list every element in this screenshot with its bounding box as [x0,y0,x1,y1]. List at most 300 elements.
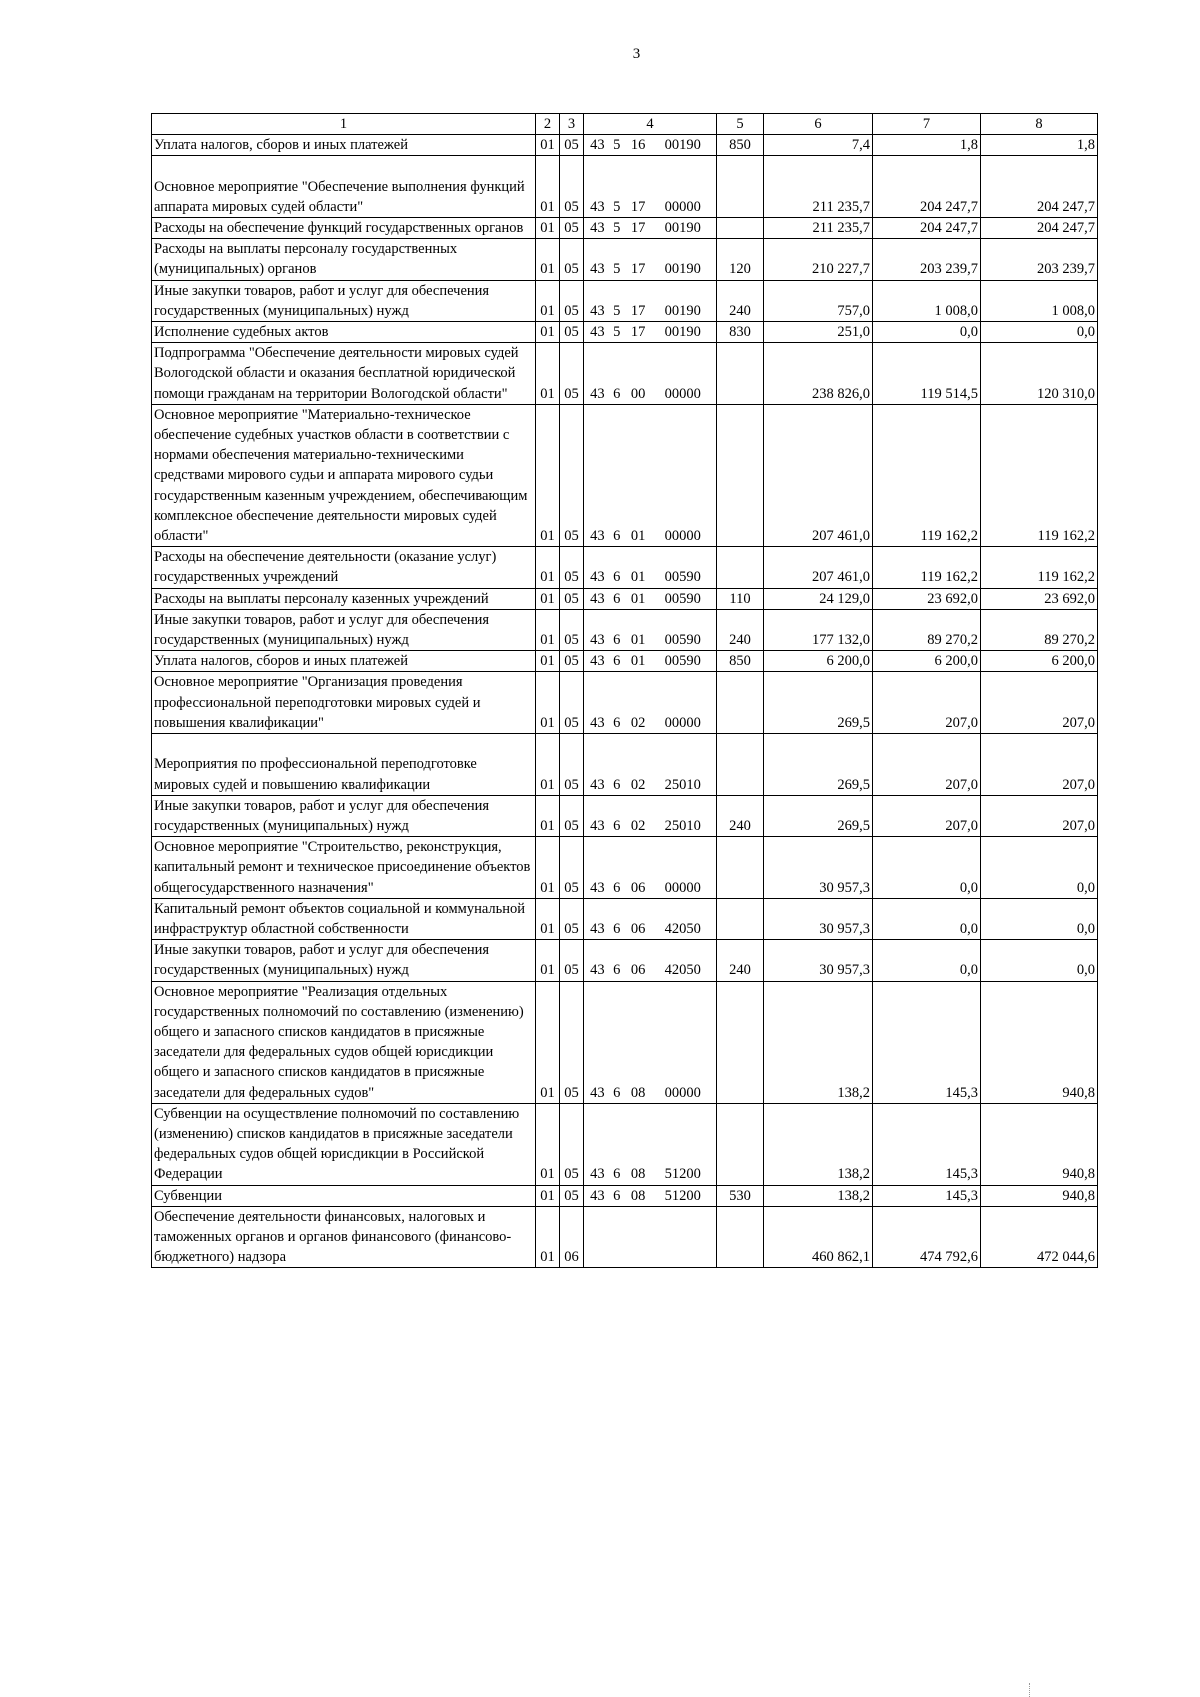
target-article-parts [586,301,714,321]
row-section-code: 01 [536,651,560,672]
target-article-p4: 00190 [664,220,701,237]
row-expense-type [717,1206,764,1268]
row-section-code: 01 [536,588,560,609]
row-amount-year-2: 0,0 [873,898,981,939]
row-subsection-code: 06 [560,1206,584,1268]
target-article-p2: 6 [613,714,621,731]
row-amount-year-3: 0,0 [981,837,1098,899]
row-target-article [584,898,717,939]
header-cell-4: 4 [584,114,717,135]
target-article-p3: 17 [630,220,646,237]
target-article-p4: 00590 [664,569,701,586]
row-section-code: 01 [536,795,560,836]
row-amount-year-3: 203 239,7 [981,239,1098,280]
target-article-p4: 00000 [664,714,701,731]
row-amount-year-2: 119 162,2 [873,404,981,546]
row-subsection-code: 05 [560,588,584,609]
row-amount-year-2: 207,0 [873,672,981,734]
row-target-article [584,981,717,1103]
target-article-p3: 01 [630,528,646,545]
row-section-code: 01 [536,404,560,546]
target-article-p4: 42050 [664,920,701,937]
row-section-code: 01 [536,940,560,981]
row-amount-year-1: 7,4 [764,135,873,156]
target-article-p4: 00190 [664,261,701,278]
row-amount-year-2: 1,8 [873,135,981,156]
row-expense-type: 110 [717,588,764,609]
table-row [152,1185,1098,1206]
table-row [152,734,1098,796]
row-amount-year-1: 138,2 [764,1103,873,1185]
table-row [152,239,1098,280]
row-expense-type [717,1103,764,1185]
target-article-p3: 17 [630,324,646,341]
table-row [152,940,1098,981]
row-amount-year-3: 119 162,2 [981,547,1098,588]
row-section-code: 01 [536,1103,560,1185]
row-subsection-code: 05 [560,239,584,280]
row-name: Субвенции на осуществление полномочий по составлению (изменению) списков кандидатов в присяжные заседатели федеральных судов общей юрисдикции в Российской Федерации [152,1103,536,1185]
row-name: Иные закупки товаров, работ и услуг для обеспечения государственных (муниципальных) нужд [152,940,536,981]
row-subsection-code: 05 [560,135,584,156]
header-cell-6: 6 [764,114,873,135]
target-article-p4: 51200 [664,1187,701,1204]
row-amount-year-3: 119 162,2 [981,404,1098,546]
row-subsection-code: 05 [560,404,584,546]
row-target-article [584,672,717,734]
target-article-p3: 01 [630,653,646,670]
row-amount-year-1: 207 461,0 [764,404,873,546]
row-name: Основное мероприятие "Обеспечение выполнения функций аппарата мировых судей области" [152,156,536,218]
row-subsection-code: 05 [560,280,584,321]
target-article-p1: 43 [590,590,605,607]
row-amount-year-2: 0,0 [873,837,981,899]
target-article-p2: 6 [613,569,621,586]
row-name: Уплата налогов, сборов и иных платежей [152,135,536,156]
row-amount-year-2: 23 692,0 [873,588,981,609]
row-section-code: 01 [536,135,560,156]
row-expense-type [717,547,764,588]
row-section-code: 01 [536,981,560,1103]
table-row [152,156,1098,218]
target-article-p1: 43 [590,653,605,670]
row-expense-type [717,404,764,546]
target-article-p1: 43 [590,302,605,319]
row-name: Субвенции [152,1185,536,1206]
target-article-p4: 00590 [664,590,701,607]
target-article-p3: 16 [630,137,646,154]
row-target-article [584,547,717,588]
row-target-article [584,343,717,405]
row-target-article [584,1185,717,1206]
table-body [152,114,1098,1268]
target-article-p3: 06 [630,920,646,937]
row-target-article [584,1103,717,1185]
target-article-p1: 43 [590,1166,605,1183]
target-article-p2: 5 [613,198,621,215]
target-article-p1: 43 [590,920,605,937]
target-article-p2: 5 [613,137,621,154]
target-article-parts [586,197,714,217]
target-article-p1: 43 [590,137,605,154]
row-amount-year-3: 207,0 [981,672,1098,734]
target-article-p2: 6 [613,962,621,979]
row-amount-year-1: 238 826,0 [764,343,873,405]
row-subsection-code: 05 [560,734,584,796]
target-article-p1: 43 [590,528,605,545]
row-name: Мероприятия по профессиональной переподготовке мировых судей и повышению квалификации [152,734,536,796]
target-article-p2: 5 [613,302,621,319]
row-expense-type [717,343,764,405]
table-row [152,609,1098,650]
target-article-parts [586,919,714,939]
target-article-p1: 43 [590,1084,605,1101]
row-subsection-code: 05 [560,343,584,405]
target-article-p1: 43 [590,198,605,215]
target-article-p3: 01 [630,632,646,649]
target-article-p2: 6 [613,920,621,937]
target-article-parts [586,259,714,279]
row-amount-year-1: 211 235,7 [764,156,873,218]
row-amount-year-3: 940,8 [981,981,1098,1103]
row-expense-type: 850 [717,651,764,672]
row-subsection-code: 05 [560,651,584,672]
row-target-article [584,135,717,156]
target-article-parts [586,816,714,836]
row-expense-type [717,898,764,939]
target-article-p3: 17 [630,302,646,319]
row-expense-type [717,672,764,734]
row-name: Основное мероприятие "Строительство, реконструкция, капитальный ремонт и техническое присоединение объектов общегосударственного назначения" [152,837,536,899]
row-name: Основное мероприятие "Организация проведения профессиональной переподготовки мировых судей и повышения квалификации" [152,672,536,734]
target-article-parts [586,526,714,546]
row-expense-type: 830 [717,322,764,343]
target-article-p4: 00590 [664,653,701,670]
row-amount-year-2: 207,0 [873,734,981,796]
target-article-p1: 43 [590,714,605,731]
target-article-p3: 00 [630,385,646,402]
target-article-p2: 6 [613,590,621,607]
target-article-parts [586,878,714,898]
row-amount-year-2: 119 162,2 [873,547,981,588]
row-name: Расходы на обеспечение деятельности (оказание услуг) государственных учреждений [152,547,536,588]
row-amount-year-3: 204 247,7 [981,156,1098,218]
row-amount-year-1: 269,5 [764,795,873,836]
row-target-article [584,280,717,321]
row-name: Капитальный ремонт объектов социальной и коммунальной инфраструктур областной собственности [152,898,536,939]
target-article-parts [586,713,714,733]
row-subsection-code: 05 [560,1185,584,1206]
row-section-code: 01 [536,1206,560,1268]
row-target-article [584,795,717,836]
row-name: Расходы на выплаты персоналу государственных (муниципальных) органов [152,239,536,280]
target-article-p2: 6 [613,653,621,670]
row-section-code: 01 [536,547,560,588]
row-name: Расходы на обеспечение функций государственных органов [152,218,536,239]
row-amount-year-3: 120 310,0 [981,343,1098,405]
table-row [152,343,1098,405]
target-article-parts [586,630,714,650]
row-section-code: 01 [536,218,560,239]
row-amount-year-1: 269,5 [764,734,873,796]
table-row [152,218,1098,239]
row-amount-year-3: 207,0 [981,795,1098,836]
table-row [152,981,1098,1103]
table-row [152,588,1098,609]
target-article-p3: 06 [630,879,646,896]
row-section-code: 01 [536,837,560,899]
row-amount-year-2: 145,3 [873,981,981,1103]
row-section-code: 01 [536,280,560,321]
table-row [152,1103,1098,1185]
table-row [152,404,1098,546]
target-article-parts [586,589,714,609]
sheet-edge-mark [1029,1683,1110,1697]
row-amount-year-3: 0,0 [981,322,1098,343]
row-expense-type: 240 [717,795,764,836]
target-article-p1: 43 [590,220,605,237]
row-amount-year-1: 30 957,3 [764,837,873,899]
target-article-p4: 00000 [664,528,701,545]
row-amount-year-2: 203 239,7 [873,239,981,280]
row-subsection-code: 05 [560,1103,584,1185]
target-article-p2: 6 [613,1187,621,1204]
target-article-p3: 08 [630,1084,646,1101]
row-amount-year-1: 207 461,0 [764,547,873,588]
target-article-p4: 00000 [664,1084,701,1101]
target-article-p2: 6 [613,879,621,896]
row-amount-year-1: 30 957,3 [764,898,873,939]
header-cell-2: 2 [536,114,560,135]
row-name: Иные закупки товаров, работ и услуг для обеспечения государственных (муниципальных) нужд [152,280,536,321]
page-number: 3 [632,46,641,62]
row-expense-type: 120 [717,239,764,280]
target-article-p3: 08 [630,1187,646,1204]
table-row [152,672,1098,734]
row-amount-year-3: 0,0 [981,940,1098,981]
row-subsection-code: 05 [560,672,584,734]
row-amount-year-3: 89 270,2 [981,609,1098,650]
row-amount-year-2: 0,0 [873,322,981,343]
row-expense-type [717,734,764,796]
target-article-p1: 43 [590,632,605,649]
target-article-p4: 00190 [664,137,701,154]
row-section-code: 01 [536,1185,560,1206]
target-article-p2: 6 [613,632,621,649]
row-amount-year-3: 204 247,7 [981,218,1098,239]
row-amount-year-1: 177 132,0 [764,609,873,650]
row-name: Подпрограмма "Обеспечение деятельности мировых судей Вологодской области и оказания бесплатной юридической помощи гражданам на территории Вологодской области" [152,343,536,405]
row-amount-year-1: 30 957,3 [764,940,873,981]
row-amount-year-2: 89 270,2 [873,609,981,650]
target-article-p3: 08 [630,1166,646,1183]
row-amount-year-2: 204 247,7 [873,156,981,218]
row-target-article [584,218,717,239]
target-article-p4: 00000 [664,879,701,896]
target-article-p4: 00590 [664,632,701,649]
target-article-p2: 5 [613,324,621,341]
row-amount-year-2: 6 200,0 [873,651,981,672]
row-target-article [584,734,717,796]
row-amount-year-1: 269,5 [764,672,873,734]
target-article-parts [586,1083,714,1103]
target-article-p3: 06 [630,962,646,979]
target-article-p4: 00000 [664,385,701,402]
target-article-p1: 43 [590,962,605,979]
row-target-article [584,588,717,609]
row-section-code: 01 [536,343,560,405]
row-amount-year-3: 1 008,0 [981,280,1098,321]
row-amount-year-1: 138,2 [764,981,873,1103]
row-subsection-code: 05 [560,156,584,218]
row-target-article [584,322,717,343]
row-amount-year-3: 940,8 [981,1185,1098,1206]
target-article-p3: 02 [630,817,646,834]
target-article-p1: 43 [590,776,605,793]
row-expense-type: 530 [717,1185,764,1206]
target-article-p2: 5 [613,220,621,237]
target-article-p4: 25010 [664,817,701,834]
row-target-article [584,940,717,981]
row-section-code: 01 [536,239,560,280]
row-subsection-code: 05 [560,322,584,343]
target-article-parts [586,960,714,980]
row-expense-type [717,981,764,1103]
target-article-p3: 01 [630,569,646,586]
row-amount-year-1: 211 235,7 [764,218,873,239]
row-amount-year-2: 204 247,7 [873,218,981,239]
target-article-p4: 25010 [664,776,701,793]
target-article-parts [586,135,714,155]
row-amount-year-1: 210 227,7 [764,239,873,280]
target-article-parts [586,1164,714,1184]
row-section-code: 01 [536,322,560,343]
row-target-article [584,404,717,546]
row-amount-year-1: 138,2 [764,1185,873,1206]
target-article-parts [586,651,714,671]
table-row [152,322,1098,343]
row-amount-year-1: 460 862,1 [764,1206,873,1268]
row-target-article [584,239,717,280]
target-article-p3: 17 [630,198,646,215]
target-article-p4: 00190 [664,302,701,319]
row-section-code: 01 [536,672,560,734]
row-amount-year-3: 472 044,6 [981,1206,1098,1268]
row-expense-type: 850 [717,135,764,156]
row-section-code: 01 [536,156,560,218]
target-article-p1: 43 [590,1187,605,1204]
row-expense-type [717,156,764,218]
target-article-p4: 00000 [664,198,701,215]
row-amount-year-3: 6 200,0 [981,651,1098,672]
target-article-p1: 43 [590,879,605,896]
target-article-p1: 43 [590,324,605,341]
table-row [152,547,1098,588]
row-amount-year-2: 207,0 [873,795,981,836]
row-name: Исполнение судебных актов [152,322,536,343]
row-amount-year-3: 207,0 [981,734,1098,796]
row-amount-year-3: 23 692,0 [981,588,1098,609]
row-amount-year-2: 145,3 [873,1103,981,1185]
target-article-parts [586,775,714,795]
row-subsection-code: 05 [560,940,584,981]
header-row [152,114,1098,135]
target-article-parts [586,322,714,342]
row-amount-year-1: 6 200,0 [764,651,873,672]
row-section-code: 01 [536,609,560,650]
table-row [152,898,1098,939]
row-amount-year-2: 119 514,5 [873,343,981,405]
row-amount-year-1: 251,0 [764,322,873,343]
header-cell-7: 7 [873,114,981,135]
row-expense-type [717,837,764,899]
target-article-p1: 43 [590,817,605,834]
table-row [152,795,1098,836]
row-amount-year-3: 0,0 [981,898,1098,939]
header-cell-8: 8 [981,114,1098,135]
table-row [152,280,1098,321]
row-target-article [584,651,717,672]
target-article-p2: 6 [613,528,621,545]
row-name: Расходы на выплаты персоналу казенных учреждений [152,588,536,609]
target-article-p2: 6 [613,817,621,834]
row-name: Уплата налогов, сборов и иных платежей [152,651,536,672]
target-article-p3: 01 [630,590,646,607]
row-subsection-code: 05 [560,795,584,836]
row-amount-year-3: 1,8 [981,135,1098,156]
table-row [152,651,1098,672]
budget-table [151,113,1098,1268]
target-article-p2: 6 [613,1084,621,1101]
target-article-p4: 42050 [664,962,701,979]
target-article-p2: 6 [613,1166,621,1183]
table-row [152,837,1098,899]
target-article-parts [586,567,714,587]
row-amount-year-2: 145,3 [873,1185,981,1206]
target-article-p2: 6 [613,776,621,793]
header-cell-3: 3 [560,114,584,135]
row-expense-type: 240 [717,609,764,650]
row-subsection-code: 05 [560,218,584,239]
row-subsection-code: 05 [560,898,584,939]
table-row [152,135,1098,156]
row-target-article [584,609,717,650]
row-section-code: 01 [536,734,560,796]
row-name: Иные закупки товаров, работ и услуг для обеспечения государственных (муниципальных) нужд [152,795,536,836]
row-subsection-code: 05 [560,547,584,588]
target-article-parts [586,218,714,238]
row-name: Основное мероприятие "Реализация отдельных государственных полномочий по составлению (изменению) общего и запасного списков кандидатов в присяжные заседатели для федеральных судов общей юрисдикции общего и запасного списков кандидатов в присяжные заседатели для федеральных судов" [152,981,536,1103]
row-name: Иные закупки товаров, работ и услуг для обеспечения государственных (муниципальных) нужд [152,609,536,650]
row-target-article [584,156,717,218]
target-article-p3: 02 [630,776,646,793]
target-article-parts [586,384,714,404]
target-article-p2: 6 [613,385,621,402]
target-article-p4: 51200 [664,1166,701,1183]
target-article-p1: 43 [590,385,605,402]
row-target-article [584,1206,717,1268]
row-subsection-code: 05 [560,609,584,650]
row-subsection-code: 05 [560,837,584,899]
row-amount-year-1: 757,0 [764,280,873,321]
target-article-parts [586,1186,714,1206]
row-section-code: 01 [536,898,560,939]
row-amount-year-2: 1 008,0 [873,280,981,321]
target-article-p1: 43 [590,261,605,278]
row-name: Основное мероприятие "Материально-техническое обеспечение судебных участков области в соответствии с нормами обеспечения материально-техническими средствами мирового судьи и аппарата мирового судьи государственным казенным учреждением, обеспечивающим комплексное обеспечение деятельности мировых судей области" [152,404,536,546]
target-article-p4: 00190 [664,324,701,341]
target-article-p1: 43 [590,569,605,586]
